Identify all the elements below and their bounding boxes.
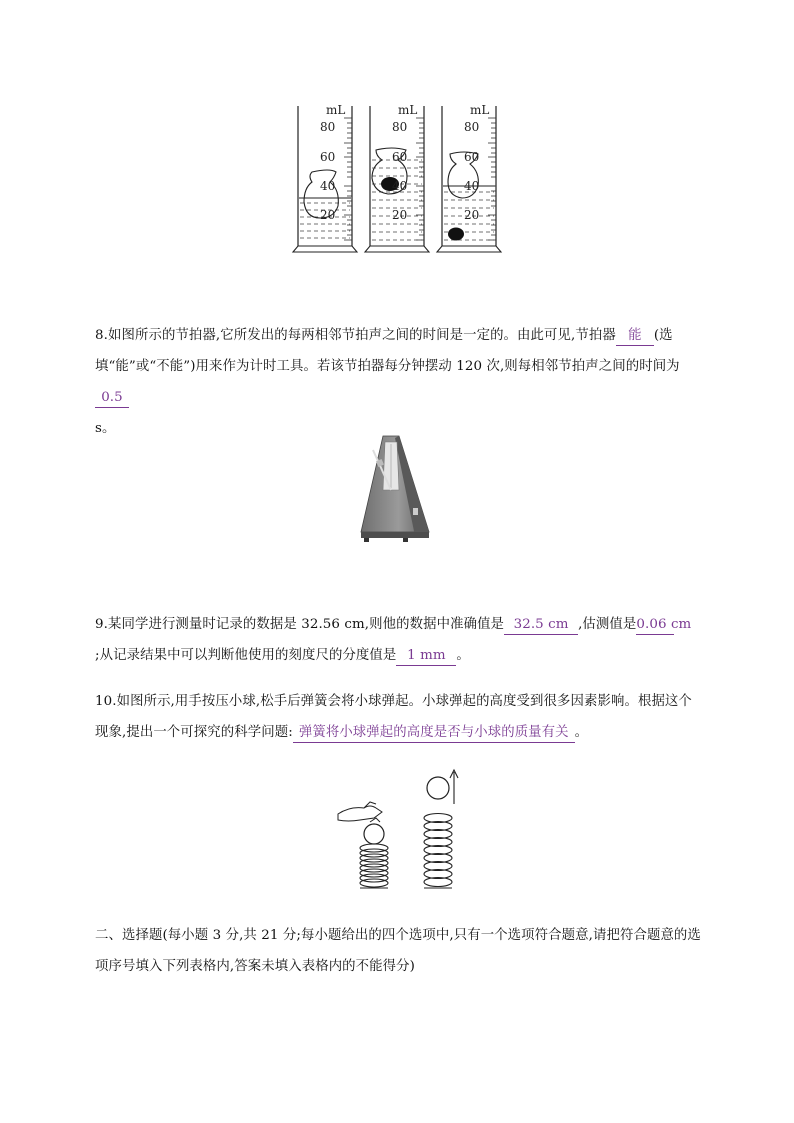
graduated-cylinders-figure	[290, 98, 505, 258]
cyl3-tick-60: 60	[464, 150, 480, 164]
cyl2-unit: mL	[398, 103, 418, 117]
cyl1-tick-60: 60	[320, 150, 336, 164]
q9-text-1: 9.某同学进行测量时记录的数据是 32.56 cm,则他的数据中准确值是	[95, 617, 505, 632]
q8-answer-1: 能	[616, 327, 654, 346]
q10-text-2: 。	[574, 725, 589, 740]
cyl1-tick-20: 20	[320, 208, 336, 222]
section-2-heading	[95, 920, 705, 982]
cyl2-tick-80: 80	[392, 120, 408, 134]
q8-text-3: s。	[95, 421, 116, 436]
q8-text-1: 8.如图所示的节拍器,它所发出的每两相邻节拍声之间的时间是一定的。由此可见,节拍器	[95, 328, 616, 343]
spring-ball-figure	[330, 768, 470, 898]
cyl3-tick-80: 80	[464, 120, 480, 134]
cyl1-unit: mL	[326, 103, 346, 117]
q9-answer-2: 0.06 cm	[636, 616, 674, 635]
q9-answer-3: 1 mm	[396, 647, 456, 666]
question-10	[95, 686, 705, 748]
cyl3-unit: mL	[470, 103, 490, 117]
section-2-text: 二、选择题(每小题 3 分,共 21 分;每小题给出的四个选项中,只有一个选项符合题意,请把符合题意的选项序号填入下列表格内,答案未填入表格内的不能得分)	[95, 928, 701, 974]
q8-answer-2: 0.5	[95, 389, 129, 408]
cyl3-tick-20: 20	[464, 208, 480, 222]
cyl2-tick-40: 40	[392, 179, 408, 193]
metronome-figure	[355, 432, 435, 544]
cyl3-tick-40: 40	[464, 179, 480, 193]
cyl2-tick-20: 20	[392, 208, 408, 222]
cyl1-tick-80: 80	[320, 120, 336, 134]
question-9	[95, 609, 705, 671]
question-8	[95, 320, 705, 444]
q9-answer-1: 32.5 cm	[504, 616, 578, 635]
cyl1-tick-40: 40	[320, 179, 336, 193]
q9-text-2: ,估测值是	[578, 617, 637, 632]
q10-text-1: 10.如图所示,用手按压小球,松手后弹簧会将小球弹起。小球弹起的高度受到很多因素影响。根据这个现象,提出一个可探究的科学问题:	[95, 694, 692, 740]
q9-text-4: 。	[456, 648, 470, 663]
cyl2-tick-60: 60	[392, 150, 408, 164]
q10-answer-1: 弹簧将小球弹起的高度是否与小球的质量有关	[293, 724, 575, 743]
q9-text-3: ;从记录结果中可以判断他使用的刻度尺的分度值是	[95, 648, 397, 663]
q8-text-2: (选填“能”或“不能”)用来作为计时工具。若该节拍器每分钟摆动 120 次,则每相邻节拍声之间的时间为	[95, 328, 680, 374]
